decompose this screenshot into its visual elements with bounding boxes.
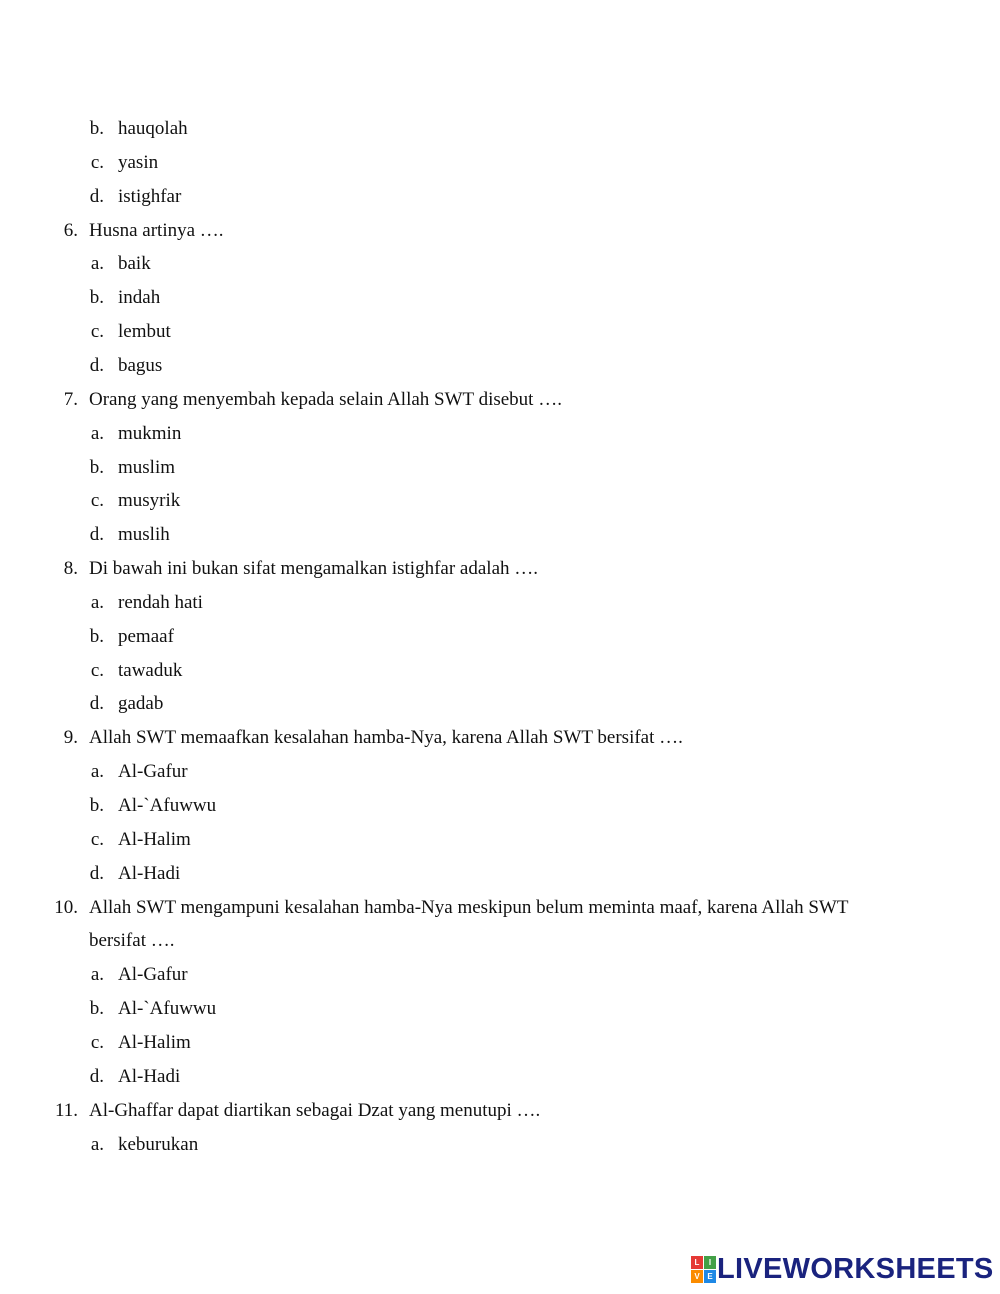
question-number: 10.	[54, 896, 78, 918]
option-letter: d.	[89, 524, 104, 546]
option-text: rendah hati	[118, 591, 203, 613]
option-text: keburukan	[118, 1133, 199, 1155]
question-text: bersifat ….	[89, 930, 175, 952]
option-letter: c.	[90, 659, 104, 681]
question-number: 8.	[63, 558, 78, 580]
logo-tile: V	[691, 1270, 703, 1283]
option-text: baik	[118, 253, 151, 275]
option-text: Al-`Afuwwu	[118, 998, 217, 1020]
option-text: Al-Halim	[118, 828, 191, 850]
option-text: Al-Halim	[118, 1031, 191, 1053]
option-letter: a.	[90, 422, 104, 444]
question-text: Di bawah ini bukan sifat mengamalkan istighfar adalah ….	[89, 558, 539, 580]
question-number: 9.	[63, 727, 78, 749]
question-text: Orang yang menyembah kepada selain Allah SWT disebut ….	[89, 388, 562, 410]
option-text: bagus	[118, 354, 163, 376]
option-text: gadab	[118, 693, 164, 715]
option-letter: c.	[90, 490, 104, 512]
option-text: yasin	[118, 151, 159, 173]
option-text: Al-Gafur	[118, 964, 188, 986]
logo-tile: E	[704, 1270, 716, 1283]
option-text: musyrik	[118, 490, 181, 512]
option-letter: b.	[89, 625, 104, 647]
option-letter: b.	[89, 998, 104, 1020]
option-letter: c.	[90, 1031, 104, 1053]
option-text: Al-`Afuwwu	[118, 795, 217, 816]
option-text: pemaaf	[118, 625, 174, 647]
liveworksheets-brand	[691, 1253, 994, 1285]
liveworksheets-logo-icon	[691, 1256, 715, 1282]
logo-tile: I	[704, 1256, 716, 1269]
option-letter: a.	[90, 1133, 104, 1155]
option-letter: a.	[90, 253, 104, 275]
brand-name: LIVEWORKSHEETS	[717, 1252, 994, 1285]
option-text: Al-Gafur	[118, 761, 188, 783]
option-letter: d.	[89, 693, 104, 715]
option-letter: b.	[89, 795, 104, 816]
option-letter: c.	[90, 828, 104, 850]
option-letter: d.	[89, 1065, 104, 1087]
option-letter: b.	[89, 118, 104, 139]
option-text: hauqolah	[118, 118, 188, 139]
option-letter: b.	[89, 456, 104, 478]
option-text: Al-Hadi	[118, 1065, 181, 1087]
option-letter: b.	[89, 287, 104, 309]
question-number: 7.	[63, 388, 78, 410]
option-text: indah	[118, 287, 161, 309]
option-letter: d.	[89, 354, 104, 376]
option-text: istighfar	[118, 185, 182, 207]
question-text: Allah SWT memaafkan kesalahan hamba-Nya, karena Allah SWT bersifat ….	[89, 727, 683, 749]
question-number: 6.	[63, 219, 78, 241]
option-text: muslih	[118, 524, 170, 546]
option-letter: d.	[89, 862, 104, 884]
option-letter: a.	[90, 591, 104, 613]
option-text: mukmin	[118, 422, 182, 444]
option-letter: a.	[90, 761, 104, 783]
option-letter: c.	[90, 321, 104, 343]
question-number: 11.	[54, 1099, 78, 1121]
logo-tile: L	[691, 1256, 703, 1269]
option-text: Al-Hadi	[118, 862, 181, 884]
question-text: Allah SWT mengampuni kesalahan hamba-Nya meskipun belum meminta maaf, karena Allah SWT	[89, 896, 849, 918]
option-letter: d.	[89, 185, 104, 207]
option-text: tawaduk	[118, 659, 183, 681]
option-text: lembut	[118, 321, 171, 343]
option-letter: c.	[90, 151, 104, 173]
question-text: Al-Ghaffar dapat diartikan sebagai Dzat yang menutupi ….	[89, 1099, 541, 1121]
option-letter: a.	[90, 964, 104, 986]
question-text: Husna artinya ….	[89, 219, 224, 241]
option-text: muslim	[118, 456, 176, 478]
